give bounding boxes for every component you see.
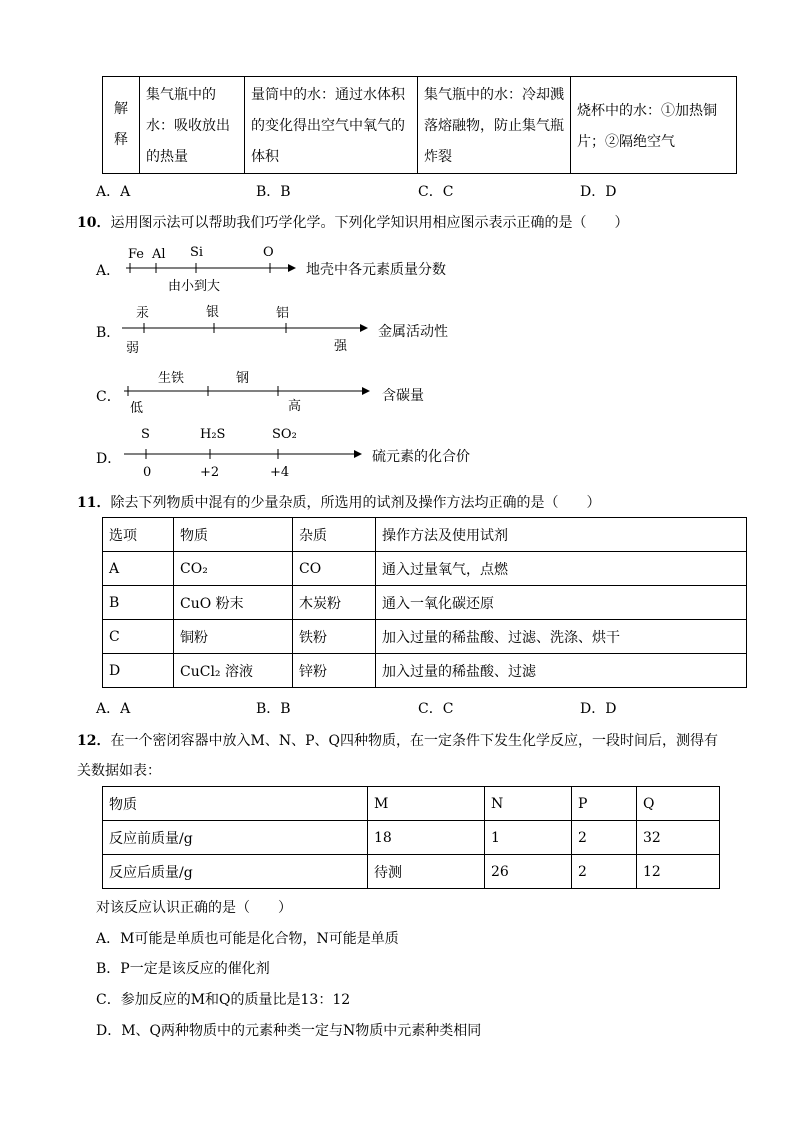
table-cell: A bbox=[103, 552, 174, 586]
q12-choice-d: D．M、Q两种物质中的元素种类一定与N物质中元素种类相同 bbox=[96, 1023, 482, 1039]
table-cell: 加入过量的稀盐酸、过滤 bbox=[376, 654, 747, 688]
q9-cell-3: 集气瓶中的水：冷却溅落熔融物，防止集气瓶炸裂 bbox=[418, 77, 571, 174]
q10d-tick-so2: SO₂ bbox=[272, 427, 297, 442]
q9-cell-2: 量筒中的水：通过水体积的变化得出空气中氧气的体积 bbox=[245, 77, 418, 174]
table-cell: CuO 粉末 bbox=[174, 586, 293, 620]
q10a-right-label: 地壳中各元素质量分数 bbox=[306, 262, 446, 278]
q10d-right-label: 硫元素的化合价 bbox=[372, 449, 470, 465]
table-row bbox=[103, 586, 747, 620]
q9-option-a: A．A bbox=[96, 184, 131, 200]
q10b-tick-ag: 银 bbox=[206, 305, 220, 320]
table-cell: 反应前质量/g bbox=[103, 821, 368, 855]
table-header-cell: 选项 bbox=[103, 518, 174, 552]
q10a-tick-si: Si bbox=[190, 245, 204, 260]
q10a-below: 由小到大 bbox=[168, 279, 221, 294]
table-cell: 26 bbox=[485, 855, 572, 889]
q10b-tick-al: 铝 bbox=[276, 306, 290, 321]
q10d-tick-s: S bbox=[141, 427, 150, 442]
q12-choice-c: C．参加反应的M和Q的质量比是13：12 bbox=[96, 992, 351, 1008]
q10a-tick-al: Al bbox=[152, 247, 166, 262]
q11-option-d: D．D bbox=[580, 701, 617, 717]
q10a-tick-fe: Fe bbox=[128, 247, 145, 262]
table-cell: 铁粉 bbox=[293, 620, 376, 654]
q11-option-a: A．A bbox=[96, 701, 131, 717]
table-header-cell: 物质 bbox=[174, 518, 293, 552]
table-cell: 反应后质量/g bbox=[103, 855, 368, 889]
q9-row-label: 解释 bbox=[103, 77, 140, 174]
table-cell: 12 bbox=[637, 855, 720, 889]
q11-table bbox=[102, 517, 747, 688]
q9-table bbox=[102, 76, 737, 174]
q10-label-d: D． bbox=[96, 451, 122, 467]
q10c-steel: 钢 bbox=[236, 371, 250, 386]
table-cell: CO₂ bbox=[174, 552, 293, 586]
table-header-cell: 物质 bbox=[103, 787, 368, 821]
table-cell: 通入一氧化碳还原 bbox=[376, 586, 747, 620]
table-header-row bbox=[103, 787, 720, 821]
q9-option-b: B．B bbox=[256, 184, 291, 200]
table-cell: 木炭粉 bbox=[293, 586, 376, 620]
table-cell: 2 bbox=[572, 855, 637, 889]
table-cell: 18 bbox=[368, 821, 485, 855]
q10-label-a: A． bbox=[96, 263, 121, 279]
q12-stem-line1: 12．在一个密闭容器中放入M、N、P、Q四种物质，在一定条件下发生化学反应，一段时间后，测得有 bbox=[77, 733, 718, 749]
table-row bbox=[103, 620, 747, 654]
q10-label-c: C． bbox=[96, 389, 121, 405]
q10d-tick-h2s: H₂S bbox=[200, 427, 226, 442]
q10c-high: 高 bbox=[288, 399, 302, 414]
q10d-val-4: +4 bbox=[270, 465, 290, 480]
q10-diagram-c bbox=[120, 366, 380, 416]
q10a-tick-o: O bbox=[263, 245, 274, 260]
q10d-val-0: 0 bbox=[143, 465, 152, 480]
q9-cell-4: 烧杯中的水：①加热铜片；②隔绝空气 bbox=[571, 77, 737, 174]
table-cell: 32 bbox=[637, 821, 720, 855]
q10c-pig-iron: 生铁 bbox=[158, 371, 185, 386]
q9-option-c: C．C bbox=[418, 184, 454, 200]
q9-cell-1: 集气瓶中的水：吸收放出的热量 bbox=[140, 77, 245, 174]
table-cell: 铜粉 bbox=[174, 620, 293, 654]
table-cell: 锌粉 bbox=[293, 654, 376, 688]
table-header-cell: Q bbox=[637, 787, 720, 821]
q10b-tick-hg: 汞 bbox=[136, 306, 150, 321]
q10-diagram-d bbox=[120, 424, 370, 480]
table-row bbox=[103, 821, 720, 855]
table-cell: C bbox=[103, 620, 174, 654]
q10-label-b: B． bbox=[96, 325, 121, 341]
q12-choice-a: A．M可能是单质也可能是化合物，N可能是单质 bbox=[96, 931, 399, 947]
q10-diagram-a bbox=[120, 240, 300, 295]
q11-stem: 11．除去下列物质中混有的少量杂质，所选用的试剂及操作方法均正确的是（ ） bbox=[77, 495, 601, 511]
q10b-weak: 弱 bbox=[126, 341, 140, 356]
q10c-right-label: 含碳量 bbox=[382, 388, 424, 404]
q12-stem-line2: 关数据如表： bbox=[77, 763, 161, 779]
q10-diagram-b bbox=[118, 300, 378, 356]
table-row bbox=[103, 855, 720, 889]
q11-option-c: C．C bbox=[418, 701, 454, 717]
table-header-cell: M bbox=[368, 787, 485, 821]
table-cell: 通入过量氧气，点燃 bbox=[376, 552, 747, 586]
q9-option-d: D．D bbox=[580, 184, 617, 200]
q11-option-b: B．B bbox=[256, 701, 291, 717]
q12-question: 对该反应认识正确的是（ ） bbox=[96, 900, 292, 916]
table-header-row bbox=[103, 518, 747, 552]
table-header-cell: P bbox=[572, 787, 637, 821]
q10b-right-label: 金属活动性 bbox=[378, 324, 448, 340]
table-cell: 待测 bbox=[368, 855, 485, 889]
table-cell: CO bbox=[293, 552, 376, 586]
q10c-low: 低 bbox=[130, 401, 144, 416]
q12-table bbox=[102, 786, 720, 889]
table-cell: CuCl₂ 溶液 bbox=[174, 654, 293, 688]
q10b-strong: 强 bbox=[334, 339, 348, 354]
table-cell: 2 bbox=[572, 821, 637, 855]
q12-choice-b: B．P一定是该反应的催化剂 bbox=[96, 961, 270, 977]
table-cell: 1 bbox=[485, 821, 572, 855]
table-header-cell: 杂质 bbox=[293, 518, 376, 552]
table-header-cell: 操作方法及使用试剂 bbox=[376, 518, 747, 552]
table-cell: B bbox=[103, 586, 174, 620]
table-row bbox=[103, 552, 747, 586]
table-cell: D bbox=[103, 654, 174, 688]
q10d-val-2: +2 bbox=[200, 465, 220, 480]
table-header-cell: N bbox=[485, 787, 572, 821]
table-row bbox=[103, 654, 747, 688]
table-cell: 加入过量的稀盐酸、过滤、洗涤、烘干 bbox=[376, 620, 747, 654]
q10-stem: 10．运用图示法可以帮助我们巧学化学。下列化学知识用相应图示表示正确的是（ ） bbox=[77, 215, 629, 231]
